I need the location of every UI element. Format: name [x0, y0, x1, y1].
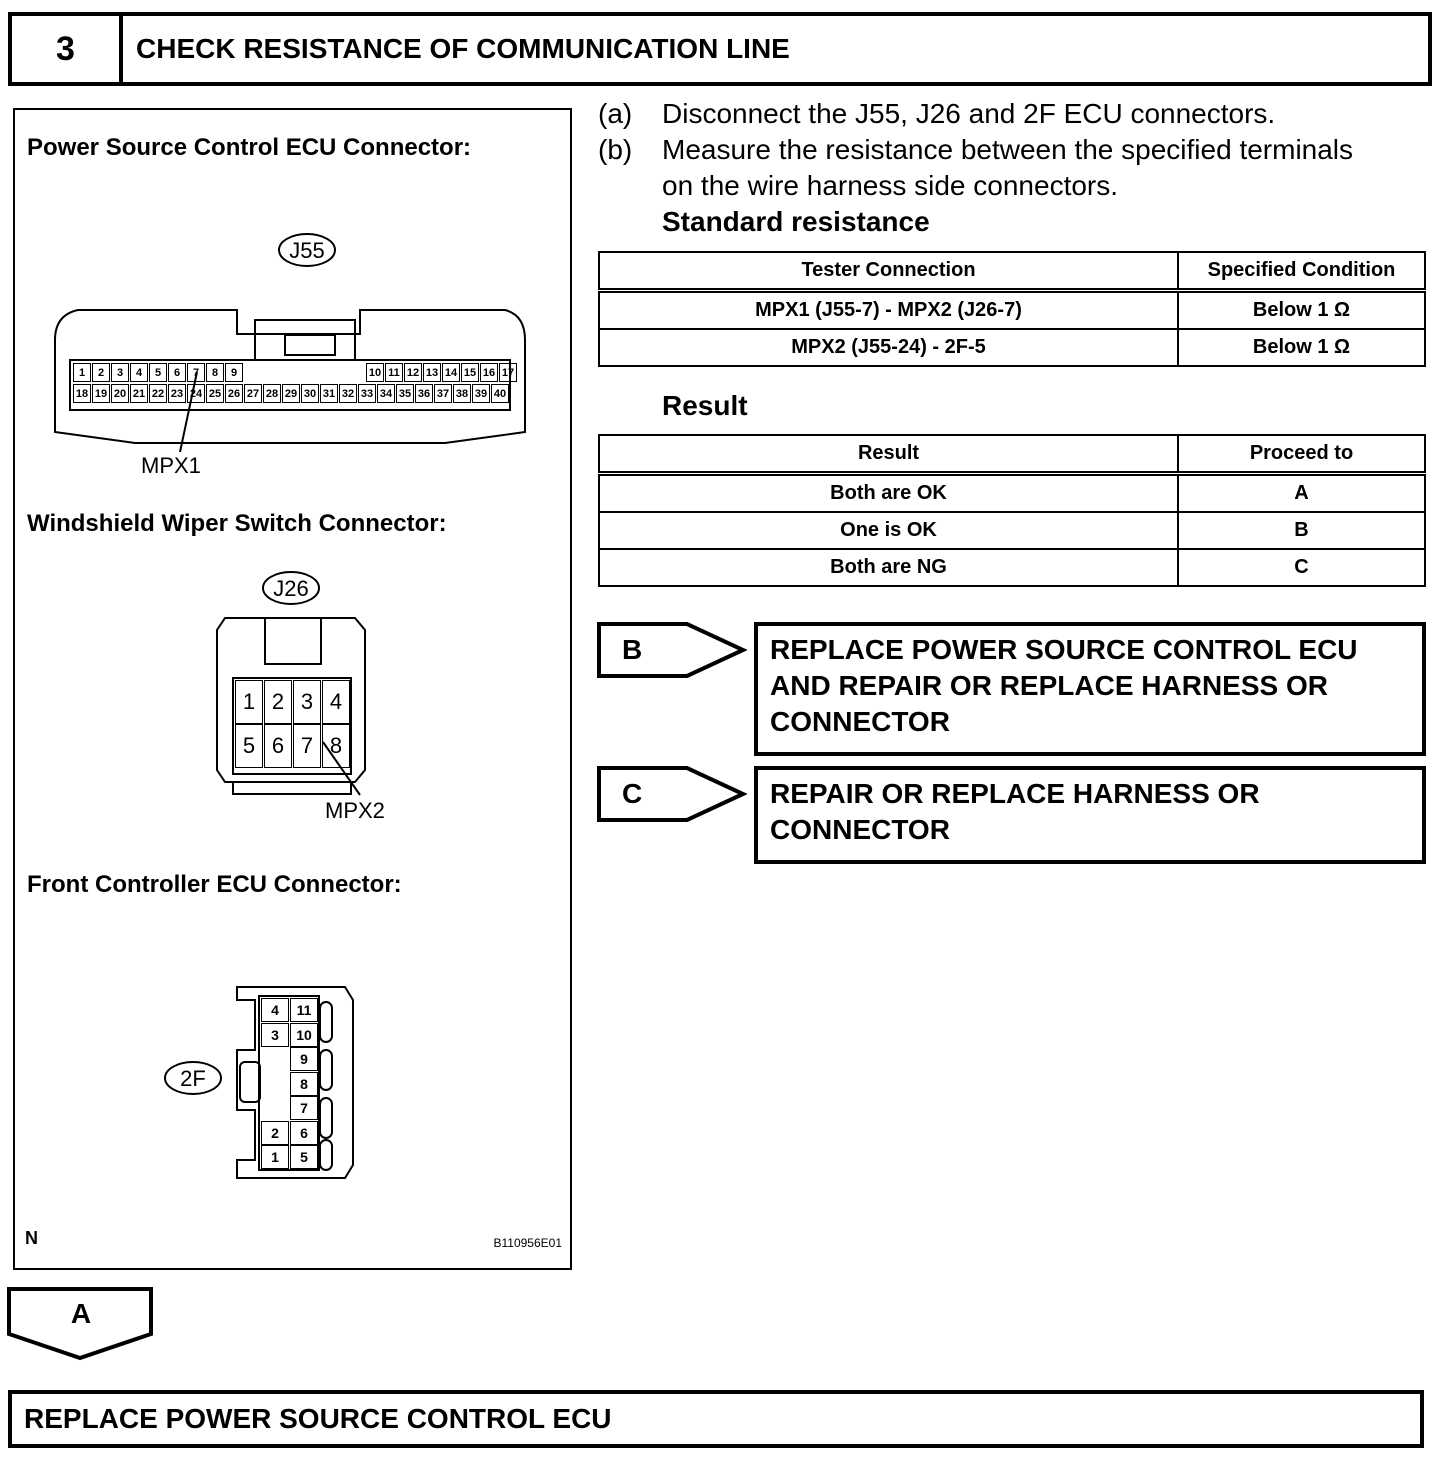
- resistance-table: [598, 251, 1426, 367]
- f2-label: Front Controller ECU Connector:: [27, 871, 402, 898]
- f2-pin-row: [261, 1023, 319, 1048]
- table-header-row: [599, 435, 1425, 474]
- f2-connector-id: 2F: [180, 1066, 206, 1091]
- connector-pin: 37: [434, 384, 452, 403]
- connector-pin: [261, 1072, 289, 1096]
- branch-b-arrow: [597, 622, 747, 680]
- connector-pin: 1: [261, 1145, 289, 1169]
- connector-pin: 10: [366, 363, 384, 382]
- connector-pin: 5: [290, 1145, 318, 1169]
- result-heading: Result: [662, 390, 748, 421]
- j55-label: Power Source Control ECU Connector:: [27, 134, 472, 161]
- step-header: [8, 12, 1432, 86]
- connector-pin: 2: [264, 680, 292, 724]
- connector-pin: 6: [290, 1121, 318, 1145]
- connector-pin: 4: [261, 998, 289, 1022]
- table-header: Specified Condition: [1178, 252, 1425, 291]
- connector-pin: 8: [206, 363, 224, 382]
- table-header-row: [599, 252, 1425, 291]
- connector-pin: 11: [290, 998, 318, 1022]
- action-b-line: REPLACE POWER SOURCE CONTROL ECU: [770, 634, 1358, 665]
- action-b-line: AND REPAIR OR REPLACE HARNESS OR: [770, 670, 1328, 701]
- action-c-box: [754, 766, 1426, 864]
- connector-pin: 27: [244, 384, 262, 403]
- connector-pin: 23: [168, 384, 186, 403]
- action-c-line: CONNECTOR: [770, 814, 950, 845]
- table-cell: Below 1 Ω: [1178, 329, 1425, 366]
- f2-pin-row: [261, 1121, 319, 1146]
- connector-pin: 21: [130, 384, 148, 403]
- connector-pin: 1: [235, 680, 263, 724]
- connector-pin: 30: [301, 384, 319, 403]
- f2-pin-row: [261, 1096, 319, 1121]
- final-step-box: [8, 1390, 1424, 1448]
- table-cell: C: [1178, 549, 1425, 586]
- instruction-b: [598, 132, 1353, 168]
- table-row: [599, 474, 1425, 513]
- connector-pin: 5: [149, 363, 167, 382]
- connector-pin: 34: [377, 384, 395, 403]
- connector-pin: 22: [149, 384, 167, 403]
- connector-pin: 3: [261, 1023, 289, 1047]
- connector-pin: 3: [111, 363, 129, 382]
- instruction-b-marker: (b): [598, 134, 633, 165]
- connector-pin: 35: [396, 384, 414, 403]
- table-cell: A: [1178, 474, 1425, 513]
- mpx1-label: MPX1: [141, 453, 201, 478]
- connector-pin: 39: [472, 384, 490, 403]
- connector-pin: 4: [130, 363, 148, 382]
- connector-pin: 28: [263, 384, 281, 403]
- f2-pin-row: [261, 1145, 319, 1170]
- f2-pin-row: [261, 1047, 319, 1072]
- connector-pin: 25: [206, 384, 224, 403]
- table-cell: Both are NG: [599, 549, 1178, 586]
- connector-pin: 2: [261, 1121, 289, 1145]
- step-number: 3: [12, 16, 123, 82]
- connector-pin: 8: [322, 724, 350, 768]
- connector-pin: 26: [225, 384, 243, 403]
- table-cell: MPX2 (J55-24) - 2F-5: [599, 329, 1178, 366]
- final-step-text: REPLACE POWER SOURCE CONTROL ECU: [24, 1403, 612, 1434]
- connector-pin: 9: [225, 363, 243, 382]
- connector-pin: [261, 1047, 289, 1071]
- connector-pin: 2: [92, 363, 110, 382]
- connector-pin: 7: [293, 724, 321, 768]
- table-row: [599, 512, 1425, 549]
- connector-pin: 7: [290, 1096, 318, 1120]
- j26-pin-grid: [235, 680, 351, 768]
- action-b-box: [754, 622, 1426, 756]
- connector-pin: 9: [290, 1047, 318, 1071]
- table-header: Result: [599, 435, 1178, 474]
- connector-pin: 17: [499, 363, 517, 382]
- result-table: [598, 434, 1426, 587]
- connector-pin: 13: [423, 363, 441, 382]
- connector-pin: 4: [322, 680, 350, 724]
- connector-pin: 33: [358, 384, 376, 403]
- connector-pin: 38: [453, 384, 471, 403]
- instruction-b-text: Measure the resistance between the specified terminals: [662, 134, 1354, 165]
- connector-pin: 16: [480, 363, 498, 382]
- f2-pin-grid: [261, 998, 319, 1170]
- connector-pin: 29: [282, 384, 300, 403]
- table-cell: Both are OK: [599, 474, 1178, 513]
- j26-connector-id: J26: [273, 576, 309, 601]
- step-title: CHECK RESISTANCE OF COMMUNICATION LINE: [136, 33, 790, 64]
- connector-pin: 24: [187, 384, 205, 403]
- connector-pin: [261, 1096, 289, 1120]
- table-row: [599, 329, 1425, 366]
- instruction-a-marker: (a): [598, 98, 633, 129]
- branch-a-label: A: [70, 1298, 92, 1329]
- table-cell: One is OK: [599, 512, 1178, 549]
- connector-figure: [13, 108, 572, 1270]
- f2-pin-row: [261, 1072, 319, 1097]
- connector-pin: 19: [92, 384, 110, 403]
- j55-pin-row-1: [73, 363, 518, 382]
- f2-pin-row: [261, 998, 319, 1023]
- connector-pin: 40: [491, 384, 509, 403]
- j55-connector-id: J55: [289, 238, 325, 263]
- connector-pin: 1: [73, 363, 91, 382]
- table-row: [599, 549, 1425, 586]
- connector-pin: 20: [111, 384, 129, 403]
- connector-pin: 10: [290, 1023, 318, 1047]
- connector-pin: 12: [404, 363, 422, 382]
- branch-c-label: C: [622, 778, 643, 809]
- j55-pin-row-2: [73, 384, 510, 403]
- branch-b-label: B: [622, 634, 643, 665]
- branch-c-arrow: [597, 766, 747, 824]
- table-header: Tester Connection: [599, 252, 1178, 291]
- instruction-a: [598, 96, 1275, 132]
- instruction-a-text: Disconnect the J55, J26 and 2F ECU connectors.: [662, 98, 1276, 129]
- connector-pin: 8: [290, 1072, 318, 1096]
- figure-corner-left: N: [25, 1228, 38, 1248]
- mpx2-label: MPX2: [325, 798, 385, 823]
- connector-pin: 18: [73, 384, 91, 403]
- instruction-b-continued: on the wire harness side connectors.: [662, 170, 1119, 201]
- j26-label: Windshield Wiper Switch Connector:: [27, 510, 447, 537]
- connector-pin: 15: [461, 363, 479, 382]
- connector-pin: 14: [442, 363, 460, 382]
- connector-pin: 6: [168, 363, 186, 382]
- connector-pin: 5: [235, 724, 263, 768]
- connector-pin: 36: [415, 384, 433, 403]
- standard-resistance-heading: Standard resistance: [662, 206, 930, 237]
- table-row: [599, 291, 1425, 330]
- connector-pin: 11: [385, 363, 403, 382]
- action-b-line: CONNECTOR: [770, 706, 950, 737]
- table-header: Proceed to: [1178, 435, 1425, 474]
- table-cell: Below 1 Ω: [1178, 291, 1425, 330]
- table-cell: MPX1 (J55-7) - MPX2 (J26-7): [599, 291, 1178, 330]
- connector-pin: 32: [339, 384, 357, 403]
- connector-pin: 6: [264, 724, 292, 768]
- connector-pin: 3: [293, 680, 321, 724]
- connector-pin: 7: [187, 363, 205, 382]
- connector-pin: 31: [320, 384, 338, 403]
- action-c-line: REPAIR OR REPLACE HARNESS OR: [770, 778, 1260, 809]
- table-cell: B: [1178, 512, 1425, 549]
- figure-code: B110956E01: [493, 1236, 562, 1250]
